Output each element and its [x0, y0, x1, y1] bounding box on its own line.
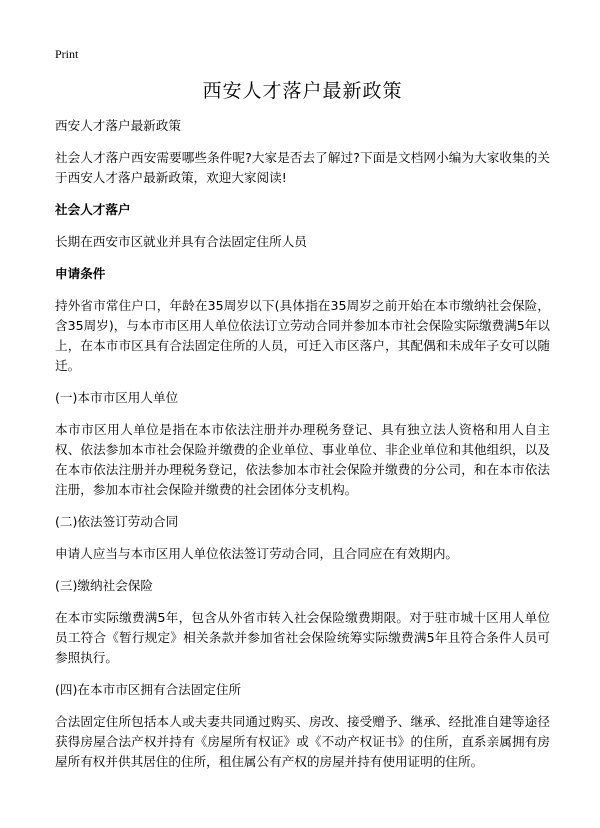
- intro-paragraph: 社会人才落户西安需要哪些条件呢?大家是否去了解过?下面是文档网小编为大家收集的关于西安人才落户最新政策，欢迎大家阅读!: [55, 150, 550, 185]
- section-heading-conditions: 申请条件: [55, 266, 106, 281]
- document-body: [55, 78, 550, 784]
- document-title: 西安人才落户最新政策: [202, 80, 403, 102]
- subheading-labor-contract: (二)依法签订劳动合同: [55, 514, 179, 529]
- print-label: Print: [55, 47, 79, 61]
- paragraph-social-insurance: 在本市实际缴费满5年，包含从外省市转入社会保险缴费期限。对于驻市城十区用人单位员工符合《暂行规定》相关条款并参加省社会保险统筹实际缴费满5年且符合条件人员可参照执行。: [55, 610, 550, 665]
- paragraph-employer: 本市市区用人单位是指在本市依法注册并办理税务登记、具有独立法人资格和用人自主权、依法参加本市社会保险并缴费的企业单位、事业单位、非企业单位和其他组织，以及在本市依法注册并办理税务登记，依法参加本市社会保险并缴费的分公司，和在本市依法注册，参加本市社会保险并缴费的社会团体分支机构。: [55, 422, 550, 497]
- paragraph-conditions: 持外省市常住户口，年龄在35周岁以下(具体指在35周岁之前开始在本市缴纳社会保险，含35周岁)，与本市市区用人单位依法订立劳动合同并参加本市社会保险实际缴费满5年以上，在本市市区具有合法固定住所的人员，可迁入市区落户，其配偶和未成年子女可以随迁。: [55, 298, 550, 373]
- section-heading-talent-settlement: 社会人才落户: [55, 202, 131, 217]
- subheading-social-insurance: (三)缴纳社会保险: [55, 578, 153, 593]
- subheading-employer: (一)本市市区用人单位: [55, 390, 179, 405]
- paragraph-labor-contract: 申请人应当与本市区用人单位依法签订劳动合同，且合同应在有效期内。: [55, 546, 458, 561]
- paragraph-residence: 合法固定住所包括本人或夫妻共同通过购买、房改、接受赠予、继承、经批准自建等途径获得房屋合法产权并持有《房屋所有权证》或《不动产权证书》的住所，直系亲属拥有房屋所有权并供其居住的住所，租住属公有产权的房屋并持有使用证明的住所。: [55, 714, 550, 769]
- subheading-residence: (四)在本市市区拥有合法固定住所: [55, 682, 242, 697]
- paragraph-eligible-persons: 长期在西安市区就业并具有合法固定住所人员: [55, 234, 307, 249]
- intro-title-repeat: 西安人才落户最新政策: [55, 118, 181, 133]
